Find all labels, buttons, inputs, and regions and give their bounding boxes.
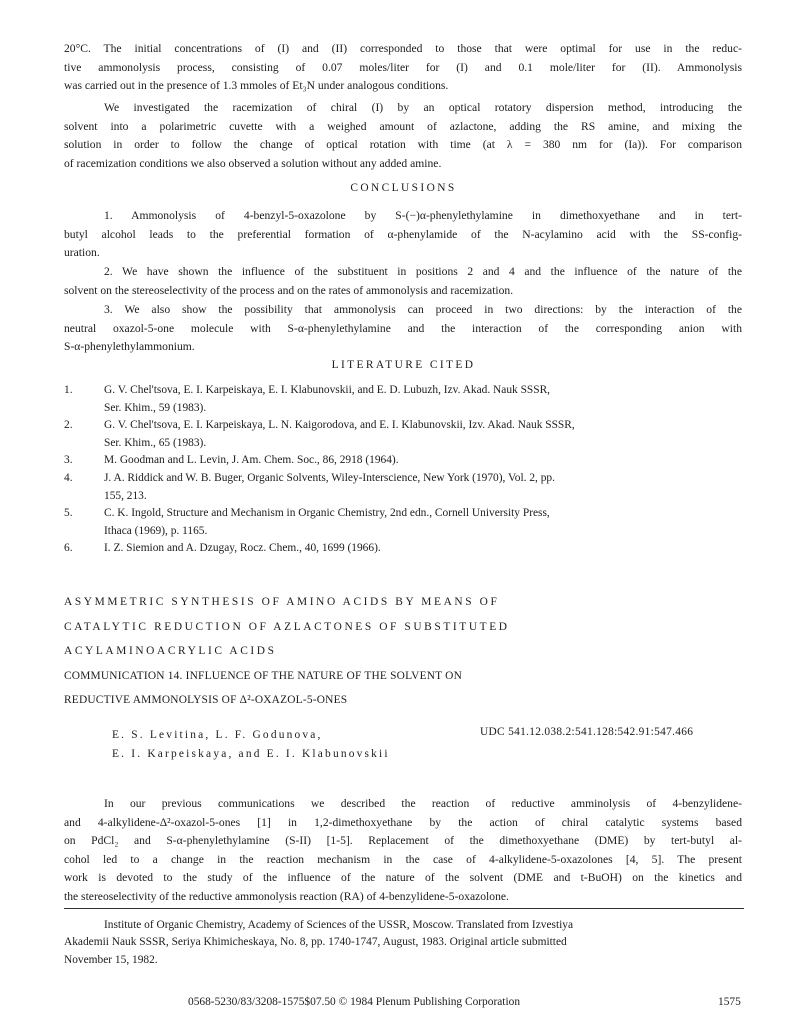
text-line: 2. We have shown the influence of the substituent in positions 2 and 4 and the influence of the nature of the <box>104 265 742 278</box>
text-line: work is devoted to the study of the influence of the nature of the solvent (DME and t-BuOH) on the kinetics and <box>64 871 742 885</box>
communication-line: COMMUNICATION 14. INFLUENCE OF THE NATURE OF THE SOLVENT ON <box>64 670 463 682</box>
reference-text: J. A. Riddick and W. B. Buger, Organic Solvents, Wiley-Interscience, New York (1970), Vol. 2, pp. <box>104 471 555 484</box>
article-title-line: CATALYTIC REDUCTION OF AZLACTONES OF SUBSTITUTED <box>64 621 510 633</box>
text-line: neutral oxazol-5-one molecule with S-α-phenylethylamine and the interaction of the corresponding anion with <box>64 321 742 335</box>
affiliation-footnote <box>64 917 744 969</box>
reference-number: 4. <box>64 471 73 484</box>
text-line: We investigated the racemization of chiral (I) by an optical rotatory dispersion method, introducing the <box>104 101 742 114</box>
footnote-line: Akademii Nauk SSSR, Seriya Khimicheskaya, No. 8, pp. 1740-1747, August, 1983. Original article submitted <box>64 936 567 949</box>
text-line: 3. We also show the possibility that ammonolysis can proceed in two directions: by the interaction of the <box>104 303 742 316</box>
text-line: on PdCl₂ and S-α-phenylethylamine (S-II) [1-5]. Replacement of the dimethoxyethane (DME) by tert-butyl al- <box>64 834 742 848</box>
text-line: uration. <box>64 246 100 260</box>
udc-code: UDC 541.12.038.2:541.128:542.91:547.466 <box>480 726 694 738</box>
paragraph-experimental-conditions <box>64 40 742 96</box>
text-line: and 4-alkylidene-Δ²-oxazol-5-ones [1] in 1,2-dimethoxyethane by the action of chiral catalytic systems based <box>64 815 742 829</box>
article-title-line: ACYLAMINOACRYLIC ACIDS <box>64 645 277 657</box>
conclusions-heading: CONCLUSIONS <box>350 182 457 194</box>
reference-list <box>64 382 744 558</box>
text-line: 1. Ammonolysis of 4-benzyl-5-oxazolone by S-(−)α-phenylethylamine in dimethoxyethane and in tert- <box>104 209 742 222</box>
text-line: S-α-phenylethylammonium. <box>64 340 195 354</box>
text-line: In our previous communications we described the reaction of reductive amminolysis of 4-benzylidene- <box>104 797 742 810</box>
author-line: E. S. Levitina, L. F. Godunova, <box>112 729 323 741</box>
reference-text: Ser. Khim., 59 (1983). <box>104 401 207 414</box>
reference-number: 3. <box>64 454 73 467</box>
reference-number: 5. <box>64 507 73 520</box>
literature-heading: LITERATURE CITED <box>331 359 476 371</box>
reference-item <box>64 452 744 470</box>
paragraph-introduction <box>64 795 742 907</box>
reference-number: 2. <box>64 419 73 432</box>
reference-text: I. Z. Siemion and A. Dzugay, Rocz. Chem., 40, 1699 (1966). <box>104 542 381 555</box>
text-line: solvent on the stereoselectivity of the process and on the rates of ammonolysis and racemization. <box>64 283 514 297</box>
footnote-divider <box>64 908 744 909</box>
footnote-line: November 15, 1982. <box>64 953 158 966</box>
reference-item <box>64 505 744 540</box>
conclusion-2 <box>64 263 742 300</box>
reference-text: Ithaca (1969), p. 1165. <box>104 524 208 537</box>
communication-line: REDUCTIVE AMMONOLYSIS OF Δ²-OXAZOL-5-ONES <box>64 694 348 706</box>
reference-text: 155, 213. <box>104 489 147 502</box>
page-number: 1575 <box>718 996 741 1008</box>
reference-text: C. K. Ingold, Structure and Mechanism in Organic Chemistry, 2nd edn., Cornell University Press, <box>104 507 550 520</box>
reference-number: 1. <box>64 384 73 396</box>
reference-item <box>64 470 744 505</box>
text-line: was carried out in the presence of 1.3 mmoles of Et₃N under analogous conditions. <box>64 79 449 93</box>
conclusion-1 <box>64 207 742 263</box>
reference-text: G. V. Chel'tsova, E. I. Karpeiskaya, L. N. Kaigorodova, and E. I. Klabunovskii, Izv. Akad. Nauk SSSR, <box>104 419 575 432</box>
reference-text: G. V. Chel'tsova, E. I. Karpeiskaya, E. I. Klabunovskii, and E. D. Lubuzh, Izv. Akad. Nauk SSSR, <box>104 384 551 396</box>
text-line: cohol led to a change in the reaction mechanism in the case of 4-alkylidene-5-oxazolones [4, 5]. The present <box>64 852 742 866</box>
text-line: of racemization conditions we also observed a solution without any added amine. <box>64 156 442 170</box>
reference-text: Ser. Khim., 65 (1983). <box>104 436 207 449</box>
footnote-line: Institute of Organic Chemistry, Academy of Sciences of the USSR, Moscow. Translated from Izvestiya <box>104 919 574 931</box>
text-line: solvent into a polarimetric cuvette with a weighed amount of azlactone, adding the RS amine, and mixing the <box>64 119 742 133</box>
reference-text: M. Goodman and L. Levin, J. Am. Chem. Soc., 86, 2918 (1964). <box>104 454 399 467</box>
author-line: E. I. Karpeiskaya, and E. I. Klabunovskii <box>112 748 390 760</box>
conclusion-3 <box>64 301 742 357</box>
text-line: butyl alcohol leads to the preferential formation of α-phenylamide of the N-acylamino acid with the SS-config- <box>64 227 742 241</box>
text-line: solution in order to follow the change of optical rotation with time (at λ = 380 nm for (Ia)). For comparison <box>64 138 742 152</box>
reference-item <box>64 417 744 452</box>
text-line: tive ammonolysis process, consisting of 0.07 moles/liter for (I) and 0.1 mole/liter for (II). Ammonolysis <box>64 60 742 74</box>
article-title-line: ASYMMETRIC SYNTHESIS OF AMINO ACIDS BY MEANS OF <box>64 596 500 608</box>
text-line: the stereoselectivity of the reductive ammonolysis reaction (RA) of 4-benzylidene-5-oxazolone. <box>64 889 509 903</box>
paragraph-racemization <box>64 99 742 173</box>
reference-item <box>64 382 744 417</box>
author-list <box>112 726 390 764</box>
text-line: 20°C. The initial concentrations of (I) and (II) corresponded to those that were optimal for use in the reduc- <box>64 42 742 55</box>
reference-item <box>64 540 744 558</box>
reference-number: 6. <box>64 542 73 555</box>
footer-copyright-code: 0568-5230/83/3208-1575$07.50 © 1984 Plenum Publishing Corporation <box>188 996 521 1008</box>
